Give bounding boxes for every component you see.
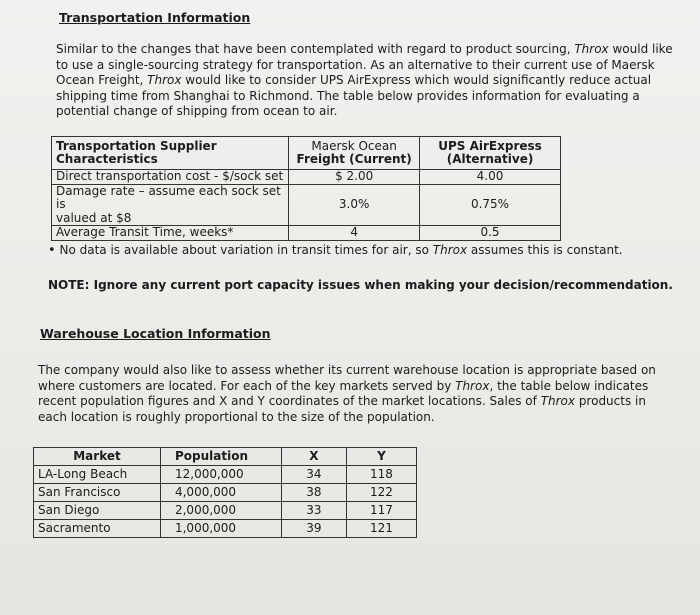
warehouse-heading: Warehouse Location Information [40,326,271,341]
header-population: Population [160,448,281,466]
table-row [52,170,561,185]
header-maersk [289,137,420,170]
market-cell: Sacramento [34,520,161,538]
transport-heading: Transportation Information [59,10,251,25]
x-cell: 34 [281,466,346,484]
warehouse-table [33,447,417,538]
table-row [52,226,561,241]
bullet-icon: • [48,243,56,258]
row-maersk-value: 4 [289,226,420,241]
transport-line-4: shipping time from Shanghai to Richmond. The table below provides information for evaluating a [56,88,640,103]
row-maersk-value: $ 2.00 [289,170,420,185]
y-cell: 118 [346,466,416,484]
population-cell: 4,000,000 [160,484,281,502]
population-cell: 12,000,000 [160,466,281,484]
warehouse-line-4: each location is roughly proportional to the size of the population. [38,409,435,424]
market-cell: San Diego [34,502,161,520]
transport-line-3: Ocean Freight, Throx would like to consider UPS AirExpress which would significantly reduce actual [56,73,652,88]
warehouse-line-1: The company would also like to assess whether its current warehouse location is appropriate based on [38,363,656,377]
row-label: Direct transportation cost - $/sock set [52,170,289,185]
table-row [34,520,417,538]
warehouse-table-header [34,448,417,466]
transport-table-header [52,137,561,170]
header-y: Y [346,448,416,466]
header-ups-line1: UPS AirExpress [438,138,542,153]
transport-line-2: to use a single-sourcing strategy for transportation. As an alternative to their current use of Maersk [56,57,655,72]
transport-paragraph [56,42,673,120]
row-label [52,184,289,226]
warehouse-line-2: where customers are located. For each of the key markets served by Throx, the table below indicates [38,378,649,393]
table-row [34,502,417,520]
y-cell: 121 [346,520,416,538]
row-label-line2: valued at $8 [56,210,132,225]
market-cell: San Francisco [34,484,161,502]
header-maersk-line2: Freight (Current) [296,152,412,166]
header-x: X [281,448,346,466]
y-cell: 122 [346,484,416,502]
row-ups-value: 4.00 [420,170,561,185]
x-cell: 39 [281,520,346,538]
warehouse-line-3: recent population figures and X and Y coordinates of the market locations. Sales of Throx products in [38,394,646,409]
header-ups [420,137,561,170]
transport-table [51,136,561,241]
row-ups-value: 0.5 [420,226,561,241]
warehouse-paragraph [38,363,656,425]
header-characteristics: Transportation Supplier Characteristics [52,137,289,170]
table-row [34,484,417,502]
header-ups-line2: (Alternative) [446,152,534,166]
population-cell: 1,000,000 [160,520,281,538]
market-cell: LA-Long Beach [34,466,161,484]
transport-line-1: Similar to the changes that have been contemplated with regard to product sourcing, Throx would like [56,42,673,56]
table-row [34,466,417,484]
x-cell: 38 [281,484,346,502]
transport-line-5: potential change of shipping from ocean to air. [56,104,338,119]
table-row [52,184,561,226]
transport-footnote: • No data is available about variation in transit times for air, so Throx assumes this is constant. [48,243,623,258]
row-maersk-value: 3.0% [289,184,420,226]
y-cell: 117 [346,502,416,520]
row-label: Average Transit Time, weeks* [52,226,289,241]
row-label-line1: Damage rate – assume each sock set is [56,183,281,211]
x-cell: 33 [281,502,346,520]
population-cell: 2,000,000 [160,502,281,520]
header-market: Market [34,448,161,466]
row-ups-value: 0.75% [420,184,561,226]
header-maersk-line1: Maersk Ocean [311,138,397,153]
transport-note: NOTE: Ignore any current port capacity issues when making your decision/recommendation. [48,278,673,292]
